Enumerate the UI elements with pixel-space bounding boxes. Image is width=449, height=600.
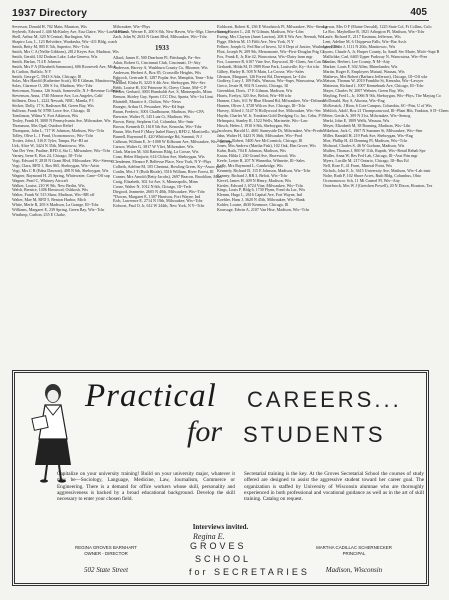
directory-entry: Manlan, Herbert, Lee County, N M--Atty <box>323 58 390 64</box>
directory-entry: Keefe, Lester R, 207 N Winnetka, Wilmette, Ill--Sales <box>217 157 305 163</box>
directory-entry: Miller, Randall H, 219 Park Ave, Sheboygan, Wis--Eng <box>323 132 413 138</box>
directory-entry: Kiesler, Edward J, 6724 Vine, Milwaukee, Wis--Tchr <box>217 182 303 188</box>
directory-entry: Braeger, Arthur O, Pewaukee, Wis--Ed Supt <box>113 104 185 110</box>
directory-entry: Fox, Laurence R, 6107 Vine Ave, Baywood, Ill--Chem, Am Can Co <box>217 58 327 64</box>
ad-headline-for: for <box>187 415 223 448</box>
directory-entry: Molnouf, Charles S, 46 W Gorham, Madison, Wis <box>323 142 405 148</box>
directory-entry: Solas, Clarence O, 206 S 1st, Madison, Wis--Tchr <box>12 83 93 89</box>
ad-principal-name: MARTHA CADILLAC SCHERNECKER <box>316 545 392 550</box>
directory-entry: Kievel, James H, 409 N Henry, Madison, Wis <box>217 177 292 183</box>
directory-entry: Johnson, Robert, 5400 Ave McCormick, Chicago, Ill <box>217 137 303 143</box>
directory-entry: Vogt, Mrs C R (Edna Dawson), 408 N 6th, Sheboygan, Wis <box>12 167 109 173</box>
directory-entry: Greco, Jessie H, 902 N Leavitt, Chicago, Ill <box>217 83 288 89</box>
groves-school-advertisement <box>12 370 429 586</box>
directory-entry: Mayer, Charles W, 2007 Webster, Green Bay, Wis <box>323 88 404 94</box>
page-number: 405 <box>410 7 427 18</box>
directory-entry: Carson, Walter G, 3817 W Vliet, Milwaukee, Wis <box>113 143 194 149</box>
directory-entry: Severson, Donald H, 702 Main, Mauston, Wis <box>12 24 87 29</box>
directory-entry: Becker, Gerhard, 3003 Humboldt Ave, S, Minneapolis, Minn <box>113 89 212 95</box>
directory-entry: Helmquist, Stanley R, 1522 Wells, Marinette, Wis--Law <box>217 118 308 124</box>
directory-entry: Flint, Joseph W, 209 9th, Menomonie, Wis--First-Douglas Prtg Co <box>217 48 325 54</box>
directory-entry: Burnell, Raymond E, 420 Whittredge Rd, Summit, N J <box>113 134 202 140</box>
directory-entry: Van Der Veer, Pauline, RFD 4, Sta C, Milwaukee, Wis--Tchr <box>12 147 111 153</box>
directory-entry: Gilbey, Harley B, 508 N Main, La Crosse, Wis--Sales <box>217 68 304 74</box>
directory-entry: Eichhorst, Robert K, 236 E Woodstock Pl, Milwaukee, Wis--Stenog <box>217 24 327 29</box>
directory-entry: Matteson, Richard J, 1007 Kennebunk Ave, Chicago, Ill--Tchr <box>323 83 424 89</box>
directory-entry: Kahn, Ruth, 704 E Johnson, Madison, Wis <box>217 147 287 153</box>
directory-entry: Haydn, Charles W, Jr, Tomkins Gold Dredging Co, Inc, Cebu, P I <box>217 113 323 119</box>
directory-entry: Nichols, John E, Jr, 3615 University Ave, Madison, Wis--Lab instr <box>323 167 431 173</box>
directory-entry: Vogt, Edward F, 2818 N Grant Blvd, Milwaukee, Wis--Stenog <box>12 157 113 163</box>
directory-entry: Matson, Thomas W, 2019 Franklin St, Kenosha, Wis--Lawyer <box>323 78 424 84</box>
directory-entry: *Downs, Margaret E, 1307 Harrison, Fort Wayne, Ind <box>113 193 201 199</box>
directory-entry: Kings, Louis P, Bldg 6, 1730 Flynn, Fond du Lac, Wis <box>217 187 306 193</box>
directory-entry: Shapiro Lou, L, 123 Belvidere, Waukesha, Wis--411 Bldg, coach <box>12 38 118 44</box>
directory-entry: Markee, Louis F, 302 Allen, Rhinelander, Wis <box>323 63 398 69</box>
directory-entry: Laufe, Richard E, 2117 Eastman, Jefferson, Wis <box>323 33 401 39</box>
directory-entry: Figge, Melvin M, 15 Fifth Ave, New York, N Y <box>217 38 294 44</box>
directory-entry: Larson, Mrs O F (Elaine Oswald), 1225 State Col, Ft Collins, Colo <box>323 24 432 29</box>
ad-owner-block <box>51 545 161 557</box>
directory-entry: Benson, Shirley Guy, Sports CCC Dist, Sparta, Wis--1st Lieut <box>113 94 214 100</box>
directory-entry: Wagner, Raymond H, 25 Spring, Whitewater, Cane--Off sup <box>12 172 110 178</box>
directory-entry: Anderson, Herbert A, Box 85, Crossville Heights, Wis <box>113 69 201 75</box>
directory-entry: Ewing, Mrs Clayton (Janet Lawton), 208 E Wis Ave, Neenah, Wis <box>217 33 325 39</box>
directory-entry: Smith, Mrs F A (Elizabeth Sammons), 606 Roosevelt Ave, Mich <box>12 63 117 69</box>
directory-entry: Allard, James E, 500 Dearborn Pl, Pittsburgh, Pa--Sec <box>113 54 201 60</box>
directory-entry: Myers, Lucille M, 217 Ontario, Chicago, Ill--Bus Ed <box>323 157 409 163</box>
directory-entry: Colbeth, Adeline M, 105 Chestnut, Bowling Green, Ky--Assoc prof <box>113 163 223 169</box>
directory-entry: Muller, Anna W, Res Fed Lab, Chicago, Ill--Asst Prin mgr <box>323 152 418 158</box>
directory-entry: Williams, Margaret E, 239 Spring, Green Bay, Wis--Tchr <box>12 207 105 213</box>
directory-entry: Sullivan, Frank W, 8788 Lowe Ave, Chicago, Ill <box>12 108 91 114</box>
directory-entry: Anderson, Harvey A, Washburn County Co, Bloomer, Wis <box>113 64 208 70</box>
directory-entry: Crone, Walter N, 1012 N 6th, Chicago, Ill--Tech <box>113 183 192 189</box>
ad-signature: Regina E. <box>193 532 225 541</box>
ad-body-left: Capitalize on your university training! Build on your university major, whatever it may be—Sociology, Language, Medicine, Law, Journalism, Commerce or Engineering. There is a demand for office workers whose skill, personality and aggressiveness is backed by a broad educational background. Develop the skill necessary to enter your chosen field. <box>57 471 235 503</box>
student-girl-illustration <box>23 379 81 483</box>
directory-entry: Oconomowoc Sch, 11 Mt Carmel Pl, Wis--Atty <box>323 177 400 183</box>
directory-entry: Jones, Mrs Andrew (Martha Fisk), 102 Oak, Elm Grove, Wis <box>217 142 316 148</box>
ad-body-right: Secretarial training is the key. At the Groves Secretarial School the courses of study offered are designed to assist the aggressive student toward her career goal. The organization is staffed by University of Wisconsin alumnae who are thoroughly experienced in both professional and vocational guidance as well as in the art of skill training. Catalog on request. <box>244 471 424 503</box>
ad-owner-title: OWNER - DIRECTOR <box>84 551 128 556</box>
directory-entry: Lent, Adeline M, 6 Chippewa Falls, Wis--Bar Ass'n <box>323 38 407 44</box>
directory-entry: Evert, Harriet L, 241 W Gilman, Madison, Wis--Libn <box>217 28 304 34</box>
directory-entry: Karau, Hilda J, 230 Grand Ave, Shorewood, Wis <box>217 152 296 158</box>
directory-entry: Shell, Arthur M, 320 N Central, Burlington, Wis <box>12 33 91 39</box>
directory-entry: Texley, Frank H, 3000 N Pennsylvania Ave, Milwaukee, Wis <box>12 118 111 124</box>
directory-entry: Meyer, Elizabeth M, 38 Bonning, Madison, Wis--Libr <box>323 123 411 129</box>
directory-entry: Blaisdell, Maurice A, Chilton, Wis--News <box>113 99 181 105</box>
directory-entry: Babcock, Gertrude E, 1287 Poplar Ave, Memphis, Tenn--Tchr <box>113 74 214 80</box>
directory-entry: Smith, Mrs C A (Nellie Gibbons), 2812 Keyes Ave, Madison, Wis <box>12 48 119 54</box>
directory-entry: Varney, Irene E, Box 24, Chicago, Ill--Tchr <box>12 152 83 158</box>
ad-address: 502 State Street <box>83 566 129 574</box>
directory-entry: Kenney, Richard J, RR 3, Beloit, Wis--Tchr <box>217 172 288 178</box>
directory-entry: Mayling, Fred L, Jr, 1066 N 9th, Sheboygan, Wis--Phys, The Maytag Co <box>323 93 441 99</box>
directory-entry: Nell, Rose E, 41 Front, Mineral Point, Wis <box>323 162 393 168</box>
directory-entry: Hansen, Chris, 611 W Blue Mound Rd, Milwaukee, Wis--Drftsmn <box>217 98 325 104</box>
directory-entry: Walker, Louise, 210 W 9th, New Berlin, Wis <box>12 182 85 188</box>
ad-headline-students: STUDENTS <box>243 422 386 447</box>
directory-entry: Zach, John W, 2633 N Grant Blvd, Milwaukee, Wis--Tchr <box>113 33 207 39</box>
directory-entry: Martin, Roger E, Employers Mutual, Wausau, Wis <box>323 68 405 74</box>
directory-entry: Godfrey, Lucy J, 109 Falls, Wausau, Wis--Supv, Wauwatosa, Wis <box>217 78 323 84</box>
directory-column-3 <box>217 24 341 213</box>
directory-entry: Wagner, Pearl C, Whitney Aircraft <box>12 177 68 183</box>
directory-entry: Sticker, Dolly, 17 S, Radisson Rd, Green Bay, Wis <box>12 103 94 109</box>
directory-column-4 <box>323 24 449 188</box>
directory-entry: Stevenson, Anna, 1740 Monroe Ave, Los Angeles, Calif <box>12 93 103 99</box>
ad-headline-careers: CAREERS... <box>247 387 402 412</box>
directory-entry: Greenblatt, Doris, 17 E Gilman, Madison, Wis <box>217 88 293 94</box>
directory-entry: Walter, Mae M, RFD 5, Benton Harbor, Mich <box>12 197 86 203</box>
directory-entry: Fellner, Joseph G, Fed Bur of Invest, 52 S Dept of Justice, Washington, D C <box>217 43 341 49</box>
ad-interviews-invited: Interviews invited. <box>192 523 249 531</box>
directory-entry: Smith, Harlan, 714 E Johnson <box>12 58 61 64</box>
directory-entry: Kronsage, Edwin A, 2107 Van Hise, Madison, Wis--Tchr <box>217 207 310 213</box>
directory-entry: Brewster, Walter N, 145 Lutz Ct, Madison, Wis <box>113 114 190 120</box>
ad-headline-practical: Practical <box>85 378 217 414</box>
directory-entry: Thompson, John L, 717 W Johnson, Madison, Wis--Tchr <box>12 128 105 134</box>
class-year-heading: 1933 <box>155 43 169 52</box>
directory-entry: Kohler, Louise, 4630 Kenmore, Chicago, Ill <box>217 202 289 208</box>
directory-entry: Braun, Frederic, 3001 Chadbourne, Madison, Wis--CPA <box>113 109 204 115</box>
directory-entry: Barnard, Elisha B, 3225 S 4th Ave, Sheboygan, Wis--Sec <box>113 79 206 85</box>
directory-entry: Clendenen, Eleanor P, Bellevue Place, New York, N Y--Phys <box>113 158 212 164</box>
directory-entry: Gleason, Margaret, 126 Forest Rd, Davenport, Ia--Libr <box>217 73 306 79</box>
directory-entry: Osterbrock, Mrs W J (Gretchen Powell), 20 N Dixon, Houston, Tex <box>323 182 433 188</box>
directory-entry: Stillmen, Dora L, 2222 Newark, NBC, Manila, P I <box>12 98 94 104</box>
directory-entry: Klemm, Hugo L, 2616 Capital Ave, Fort Wayne, Ind <box>217 192 302 198</box>
directory-entry: Tomlinson, Wilma Y, Fort Atkinson, Wis <box>12 113 79 119</box>
page-header-title: 1937 Directory <box>12 7 88 19</box>
ad-school-name-school: SCHOOL <box>195 554 252 564</box>
directory-entry: Smith, George C, 5943 S Ada, Chicago, Ill <box>12 73 82 79</box>
directory-entry: Walsh, Bernice, 1406 Elmwood, Oshkosh, Wis <box>12 187 88 193</box>
directory-entry: Walter, Frank W, 515 Shaw, Madison, Wis--RR off <box>12 192 95 198</box>
directory-entry: Woelbach, Werner E, 200 S 8th, New Haven, Wis--Mgr, Cheese storage <box>113 28 230 34</box>
directory-entry: Koehler, Hans J, 3620 N 45th, Milwaukee, Wis--Bank <box>217 197 305 203</box>
directory-entry: Mullen, Thomas J, 800 W 11th, Rapids, Wis--Retail Rehab Spv <box>323 147 426 153</box>
directory-entry: Coan, Helen Marjorie, 614 Clifton Ave, Sheboygan, Wis <box>113 153 205 159</box>
directory-entry: Steiceman, Norma, 126 South, Somerville, N J--Revenue Collector <box>12 88 121 94</box>
directory-entry: Tolley, Olive L, 1 Pond, Oconomowoc, Wis--Tchr <box>12 132 93 138</box>
ad-city: Madison, Wisconsin <box>325 566 383 574</box>
directory-entry: Diegood, Jeannette, 2605 N 40th, Milwaukee, Wis--Tchr <box>113 188 205 194</box>
directory-entry: Lee, Robert J, 1111 N 20th, Manitowoc, Wis <box>323 43 396 49</box>
directory-entry: Seyberth, Edward J, 446 McKinley Ave, Eau Claire, Wis--Law 4 Ewest <box>12 28 128 34</box>
directory-entry: Hansen, Oliver J, 3728 Wilcox Ave, Chicago, Ill--Tchr <box>217 103 306 109</box>
directory-entry: & Carlton, Buffalo, N Y <box>12 68 52 74</box>
directory-entry: Thomason, Mrs Opal, Outdoor Relief <box>12 123 73 129</box>
header-rule <box>12 20 429 21</box>
directory-entry: Nolte, Ruth P, 102 Shore Acres, Ruth Bldg, Columbus, Ohio <box>323 172 422 178</box>
directory-entry: Milwaukee, Wis--Phys <box>113 24 151 29</box>
directory-entry: Conlin, Mrs J T (Ruth Rhode), 3516 William, River Forest, Ill <box>113 168 214 174</box>
directory-entry: Gerhardt, Hilda M, D 1989 Rose Park, Louisville, Ky--Art tchr <box>217 63 320 69</box>
directory-entry: Conner, Mrs Arnold (Betty Jacobs), 2697 Beacon, Brookline, Mass <box>113 173 222 179</box>
ad-school-name-secretaries: for SECRETARIES <box>189 567 310 577</box>
directory-entry: Harris, Evelyn, 320 Ave, Beloit, Wis--HS tchr <box>217 93 292 99</box>
directory-entry: Uek, Alice W, 3424 N 35th, Manitowoc, Wis <box>12 142 85 148</box>
directory-entry: Clark, Marion M, 304 Bateaux Bldg, La Crosse, Wis <box>113 148 199 154</box>
directory-entry: Bruun, Mrs Fred F (Mary Isabel Barry), RFD 2, Monticello, Wis <box>113 129 218 135</box>
directory-entry: Winthrop, Carlton, 235 E Clarke, <box>12 212 66 218</box>
directory-entry: Adair, Robert G, Cincinnati Club, Cincinnati, O--Atty <box>113 59 201 65</box>
directory-entry: La Roc, Maybelline B, 1821 Arlington Pl, Madison, Wis--Tchr <box>323 28 425 34</box>
directory-entry: Kennedy, Richard D, 115 E Johnson, Madison, Wis--Tchr <box>217 167 311 173</box>
directory-entry: Vogt, Clara, RFD 1, Box 865, Sheboygan, Wis--Artist <box>12 162 100 168</box>
directory-entry: Smith, Gerald, 102 Dodson Lake, Lake Geneva, Wis <box>12 53 98 59</box>
directory-entry: Jahn, Walter H, 3423 N 36th, Milwaukee, Wis--Prod <box>217 132 303 138</box>
directory-column-1 <box>12 24 128 218</box>
directory-entry: Kelly, Mrs Raymond L, Cambridge, Wis <box>217 162 283 168</box>
directory-entry: Calhoun, William E, Jr--1008 W Kilbourn Ave, Milwaukee, Wis--Ins repr <box>113 139 233 145</box>
directory-entry: Merkt, John E, 1809 Wells, Wausau, Wis <box>323 118 390 124</box>
directory-entry: Moe, Phillip H, 43 Denning Pl, Madison, Wis--Tchr <box>323 137 408 143</box>
directory-entry: Brown, Kenneth D, 1618 5th Ave, Kenosha, Wis--Tchr <box>113 124 202 130</box>
directory-entry: McKessick, J Rion, 6 Cote Campus, Columbia, SC--Prin, U of Wis <box>323 103 432 109</box>
directory-entry: Eichorst, Paul O, Jr, 612 W 244th, New York, N Y--Tchr <box>113 203 205 209</box>
ad-principal-title: PRINCIPAL <box>342 551 366 556</box>
directory-entry: Harvey, Alfred J, 5147 N Hollywood Ave, Milwaukee, Wis--Sec <box>217 108 322 114</box>
ad-principal-block <box>291 545 417 557</box>
directory-entry: Smith, Betty M, 805 E 5th, Superior, Wis--Tchr <box>12 43 89 49</box>
directory-entry: Jacobsen, Harold U, 4601 Sunnyside Dr, Milwaukee, Wis--Prodn <box>217 128 323 134</box>
directory-entry: Trotter, John J, 316 E Tyler, Tampa, Fla--RI art <box>12 137 89 143</box>
directory-column-2 <box>113 24 233 209</box>
directory-entry: McDonald, Roy S, Altoona, Wis--Eng <box>323 98 385 104</box>
directory-entry: Bebb, Louise H, 102 Primrose St, Chevy Chase, Md--C P <box>113 84 207 90</box>
directory-entry: Meier, Gerda A, 309 N 31st, Milwaukee, Wis--Stenog <box>323 113 411 119</box>
directory-entry: Solas, Mrs Harold (Katherine Scott), 80 E Gilman, Manitowoc, Wis <box>12 78 123 84</box>
directory-entry: Mehlich, Adolf, Box 21 Thompsonwood, Ill--Plant Hth, Yankton, S D--Chem <box>323 108 449 114</box>
directory-entry: Mikelson, Jack C, 1907 N Summer St, Milwaukee, Wis--Stnr <box>323 128 423 134</box>
directory-entry: Fox, Frank E, Jr, Rte 42, Wauwatosa, Wis--Dairy farm mgr <box>217 53 313 59</box>
ad-owner-name: REGINA GROVES BARNHART <box>75 545 137 550</box>
directory-entry: Mathews, Mrs Robert (Barbara Jefferson), Chicago, Ill--Off wkr <box>323 73 428 79</box>
directory-entry: Mallichke, Carl, 6465 Upper Parkway N, Wauwatosa, Wis--Pres <box>323 53 428 59</box>
directory-entry: Craig, Elizabeth, 302 1st Ave, S, Minneapolis, Minn <box>113 178 198 184</box>
directory-entry: Eich, Lawrence E, 2714 N 19th, Milwaukee, Wis--Tchr <box>113 198 203 204</box>
directory-entry: Brown, Betty, Stephens Col, Columbia, Mo--Instr <box>113 119 194 125</box>
directory-entry: Hirsch, Helen J, 1910 S 8th, Sheboygan, Wis <box>217 123 290 129</box>
directory-entry: Lyons, Claude A, Jr, Harper County, Ia, Samll Sec Marie, Mich--Supt B <box>323 48 440 54</box>
ad-school-name-groves: GROVES <box>190 541 247 551</box>
directory-entry: White, Merle R, 205 S Madison, La Grange, Ill--Tchr <box>12 202 99 208</box>
